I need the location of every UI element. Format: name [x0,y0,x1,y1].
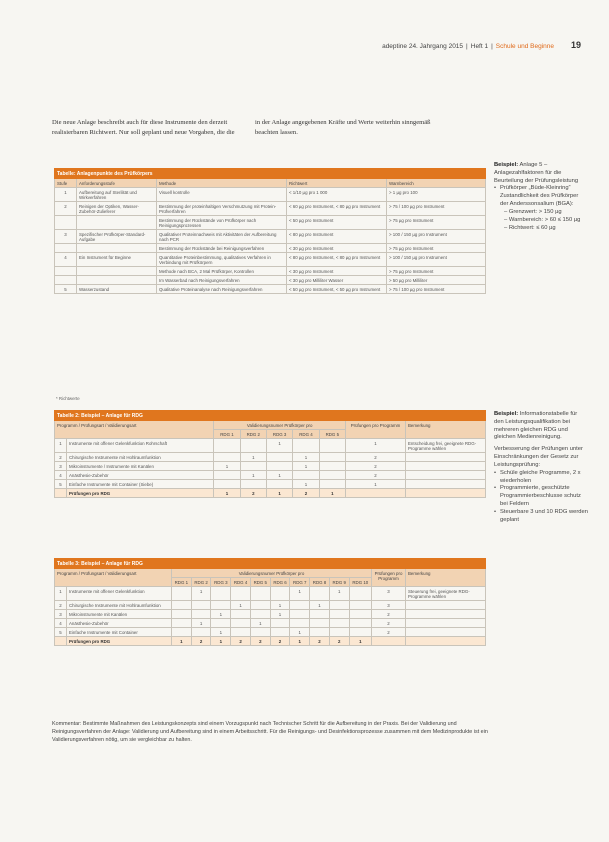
column-header: Programm / Prüfungsart / Validierungsart [55,569,172,587]
cell-total [372,637,406,646]
cell-row-number: 3 [55,462,67,471]
issue-label: Heft 1 [470,43,489,50]
cell-rdg-mark: 1 [293,453,319,462]
cell-total: 3 [372,601,406,610]
cell-sum-value: 2 [250,637,270,646]
cell-rdg-mark: 1 [290,628,310,637]
cell-sum-value: 1 [349,637,371,646]
cell-rdg-mark [319,480,345,489]
cell-rdg-mark [266,462,292,471]
cell-requirement: Wasserzustand [77,285,157,294]
cell-warning-range: > 75 µg pro Instrument [387,267,486,276]
cell-rdg-mark [240,439,266,453]
cell-note [406,471,486,480]
cell-rdg-mark [293,439,319,453]
sidebar-heading: Beispiel: [494,162,519,168]
sidebar-list-item: • Programmierte, geschützte Programmierbeschlusse schutz bei Feldern [494,485,588,508]
cell-rdg-mark [293,471,319,480]
table-row [55,587,486,601]
cell-note [406,601,486,610]
cell-rdg-mark [329,619,349,628]
cell-rdg-mark [240,462,266,471]
cell-rdg-mark: 1 [270,601,290,610]
cell-rdg-mark [329,628,349,637]
cell-level [55,216,77,230]
table-row [55,628,486,637]
cell-rdg-mark [240,480,266,489]
cell-rdg-mark: 1 [266,471,292,480]
cell-rdg-mark [250,610,270,619]
cell-requirement: Aufbereitung auf Sterilität und Wirkverfahren [77,188,157,202]
cell-method: Quantitative Proteinbestimmung, qualitatives Verfahren in Verbindung mit Prüfkörpern [157,253,287,267]
cell-sum-value: 1 [290,637,310,646]
cell-rdg-mark: 1 [191,587,211,601]
cell-note [406,628,486,637]
cell-program-label: Einfache Instrumente mit Container [67,628,172,637]
cell-level: 3 [55,230,77,244]
column-header-rdg: RDG 2 [240,430,266,439]
column-header-rdg: RDG 2 [191,578,211,587]
cell-rdg-mark [310,619,330,628]
cell-level [55,267,77,276]
cell-rdg-mark [319,471,345,480]
cell-rdg-mark [310,610,330,619]
cell-rdg-mark [214,471,240,480]
table-row [55,480,486,489]
column-header-rdg: RDG 10 [349,578,371,587]
column-header: Warnbereich [387,179,486,188]
column-header: Bemerkung [406,421,486,439]
table-row [55,216,486,230]
cell-note [406,610,486,619]
intro-text [52,118,442,137]
cell-rdg-mark [231,619,251,628]
cell-rdg-mark: 1 [211,610,231,619]
cell-method: Bestimmung der Rückstände bei Reinigungsverfahren [157,244,287,253]
cell-level: 1 [55,188,77,202]
cell-rdg-mark: 1 [240,471,266,480]
column-header: Validierungsnumer Prüfkörper pro [214,421,346,430]
column-header: Methode [157,179,287,188]
table-body [55,587,486,646]
cell-sum-label: Prüfungen pro RDG [67,489,214,498]
table-body [55,439,486,498]
cell-level: 5 [55,285,77,294]
cell-program-label: Chirurgische Instrumente mit Hohlraumfunktion [67,453,214,462]
cell-rdg-mark: 1 [214,462,240,471]
cell-row-number: 5 [55,480,67,489]
table-row [55,267,486,276]
cell-level: 2 [55,202,77,216]
cell-rdg-mark [270,628,290,637]
column-header-rdg: RDG 8 [310,578,330,587]
cell-rdg-mark [191,610,211,619]
column-header-rdg: RDG 7 [290,578,310,587]
cell-guide-value: < 30 µg pro Instrument [287,244,387,253]
cell-guide-value: < 1/10 µg pro 1 000 [287,188,387,202]
cell-sum-value: 2 [191,637,211,646]
cell-warning-range: > 100 / 150 µg pro Instrument [387,230,486,244]
cell-warning-range: > 50 µg pro Milliliter [387,276,486,285]
cell-program-label: Anästhesie-Zubehör [67,471,214,480]
cell-program-label: Instrumente mit offener Gelenkfunktion [67,587,172,601]
cell-rdg-mark [349,619,371,628]
cell-sum-value: 2 [293,489,319,498]
cell-warning-range: > 1 µg pro 100 [387,188,486,202]
cell-note [406,637,486,646]
cell-warning-range: > 75 µg pro Instrument [387,244,486,253]
cell-sum-value: 2 [270,637,290,646]
cell-note [406,453,486,462]
column-header-rdg: RDG 4 [231,578,251,587]
cell-rdg-mark: 1 [270,610,290,619]
cell-rdg-mark: 1 [293,480,319,489]
cell-rdg-mark [329,601,349,610]
cell-requirement [77,276,157,285]
cell-total: 2 [372,610,406,619]
table-row [55,285,486,294]
cell-rdg-mark [310,628,330,637]
cell-total [346,489,406,498]
cell-rdg-mark: 1 [191,619,211,628]
cell-guide-value: < 80 µg pro Instrument [287,230,387,244]
cell-total: 2 [346,462,406,471]
cell-rdg-mark [171,587,191,601]
cell-row-number: 2 [55,453,67,462]
cell-rdg-mark [231,610,251,619]
table-row [55,276,486,285]
table-sum-row [55,637,486,646]
cell-row-number: 1 [55,587,67,601]
table-test-levels [54,168,486,294]
table-body [55,188,486,294]
cell-note [406,619,486,628]
cell-rdg-mark: 1 [211,628,231,637]
column-header: Bemerkung [406,569,486,587]
cell-sum-value: 1 [319,489,345,498]
cell-rdg-mark: 1 [240,453,266,462]
cell-rdg-mark [290,610,310,619]
sidebar-text: Anlage 5 – Anlagezahlfaktoren für die Beurteilung der Prüfungsleistung [494,162,579,184]
cell-program-label: Mikroinstrumente / Instrumente mit Kanälen [67,462,214,471]
table-row [55,462,486,471]
sidebar-list-item: • Prüfkörper „Büde-Kleinring“ Zustandlichkeit des Prüfkörper der Anderssonsalium (BGA): [494,185,588,208]
cell-rdg-mark [231,628,251,637]
cell-program-label: Mikroinstrumente mit Kanälen [67,610,172,619]
table-row [55,619,486,628]
footer-paragraph: Kommentar: Bestimmte Maßnahmen des Leistungskonzepts sind einem Vorzugspunkt nach Technischer Schritt für die Aufbereitung in der Praxis. Bei der Validierung und Reinigungsverfahren der Anlage: Validierung und Aufbereitung sind in einem Arbeitsschritt. Für die Reinigungs- und Desinfektionsprozesse zusammen mit dem Medizinprodukte ist ein Validierungsverfahren nötig, um sie vergleichbar zu halten. [52,721,488,743]
cell-requirement: Reinigen der Optiken, Wasser-Zubehör-Zulieferer [77,202,157,216]
cell-sum-value: 2 [231,637,251,646]
sidebar-sub: – Richtwert: ≤ 60 µg [504,224,556,231]
cell-rdg-mark [349,628,371,637]
cell-method: Qualitative Proteinanalyse nach Reinigungsverfahren [157,285,287,294]
sidebar-sub: – Warnbereich: > 60 ≤ 150 µg [504,216,581,223]
sidebar-example-2 [494,411,588,524]
cell-program-label: Chirurgische Instrumente mit Hohlraumfunktion [67,601,172,610]
cell-total: 2 [372,628,406,637]
cell-rdg-mark [266,480,292,489]
cell-rdg-mark [319,439,345,453]
cell-method: Methode nach BCA, 2 Mal Prüfkörper, Kontrollen [157,267,287,276]
journal-name: adeptine 24. Jahrgang 2015 [382,43,464,50]
cell-sum-value: 1 [211,637,231,646]
cell-guide-value: < 30 µg pro Milliliter Wasser [287,276,387,285]
cell-sum-value: 1 [266,489,292,498]
cell-rdg-mark [211,587,231,601]
cell-guide-value: < 50 µg pro Instrument [287,216,387,230]
cell-note: Steuerung frei, geeignete RDG-Programme wählen [406,587,486,601]
page-header: adeptine 24. Jahrgang 2015 | Heft 1 | Schule und Beginne 19 [382,40,581,50]
cell-rdg-mark [319,462,345,471]
column-header-rdg: RDG 6 [270,578,290,587]
cell-rdg-mark [319,453,345,462]
cell-row-number: 1 [55,439,67,453]
table-footnote: * Richtwerte [56,396,80,401]
column-header: Stufe [55,179,77,188]
cell-row-number: 3 [55,610,67,619]
cell-method: Bestimmung der Rückstände von Prüfkörper nach Reinigungsprozessen [157,216,287,230]
cell-rdg-mark [214,480,240,489]
column-header-rdg: RDG 5 [250,578,270,587]
cell-rdg-mark [171,610,191,619]
cell-rdg-mark [191,628,211,637]
column-header-rdg: RDG 3 [211,578,231,587]
column-header: Programm / Prüfungsart / Validierungsart [55,421,214,439]
cell-note: Entscheidung frei, geeignete RDG-Programme wählen [406,439,486,453]
table-row [55,188,486,202]
cell-rdg-mark [250,628,270,637]
sidebar-heading: Beispiel: [494,411,519,417]
cell-rdg-mark [214,439,240,453]
column-header: Prüfungen pro Programm [372,569,406,587]
table-row [55,471,486,480]
cell-sum-value: 2 [310,637,330,646]
cell-total: 2 [372,619,406,628]
cell-level [55,276,77,285]
table-row [55,230,486,244]
column-header: Anforderungsstufe [77,179,157,188]
column-header: Validierungsnumer Prüfkörper pro [171,569,371,578]
cell-method: Im Wasserbad nach Reinigungsverfahren [157,276,287,285]
cell-rdg-mark [270,619,290,628]
table-title: Tabelle 2: Beispiel – Anlage für RDG [55,411,486,421]
cell-rdg-mark [349,587,371,601]
sidebar-example-1 [494,162,588,232]
cell-warning-range: > 100 / 150 µg pro Instrument [387,253,486,267]
cell-rdg-mark [310,587,330,601]
cell-warning-range: > 75 µg pro Instrument [387,216,486,230]
table-row [55,253,486,267]
cell-rdg-mark: 1 [293,462,319,471]
cell-sum-value: 1 [171,637,191,646]
cell-row-number: 5 [55,628,67,637]
cell-total: 1 [346,480,406,489]
cell-rdg-mark [211,601,231,610]
cell-rdg-mark [231,587,251,601]
cell-method: Bestimmung der proteinhaltigen Verschmutzung mit Protein-Prüfverfahren [157,202,287,216]
sidebar-list-item: • Steuerbare 3 und 10 RDG werden geplant [494,509,588,525]
sidebar-list-item: • Schüle gleiche Programme, 2 x wiederholen [494,470,588,486]
cell-rdg-mark [270,587,290,601]
cell-rdg-mark [349,610,371,619]
cell-program-label: Einfache Instrumente mit Container (Siebe) [67,480,214,489]
column-header: Richtwert [287,179,387,188]
intro-col2: neue Vorgaben, die die in der Anlage angegebenen Kräfte und Werte weiterhin sinngemäß beachten lassen. [174,119,431,136]
column-header-rdg: RDG 1 [171,578,191,587]
cell-rdg-mark [211,619,231,628]
sidebar-para: Verbesserung der Prüfungen unter Einschränkungen der Gesetz zur Leistungsprüfung: [494,446,583,468]
cell-total: 3 [372,587,406,601]
section-label: Schule und Beginne [495,43,554,50]
cell-row-number [55,637,67,646]
page-number: 19 [570,40,581,50]
cell-total: 1 [346,439,406,453]
cell-row-number: 4 [55,471,67,480]
cell-guide-value: < 80 µg pro Instrument, < 80 µg pro Instrument [287,253,387,267]
table-row [55,453,486,462]
cell-sum-label: Prüfungen pro RDG [67,637,172,646]
cell-note [406,462,486,471]
cell-rdg-mark [171,601,191,610]
table-title: Tabelle: Anlagenpunkte des Prüfkörpers [55,169,486,179]
cell-method: Qualitativer Proteinnachweis mit Aktivitäten der Aufbereitung nach PCR [157,230,287,244]
cell-guide-value: < 60 µg pro Instrument, < 80 µg pro Instrument [287,202,387,216]
table-title: Tabelle 3: Beispiel – Anlage für RDG [55,559,486,569]
sidebar-text: Informationstabelle für den Leistungsqualifikation bei mehreren gleichen RDG und gleichen Medienreinigung. [494,411,578,441]
cell-total: 2 [346,453,406,462]
cell-warning-range: > 75 / 100 µg pro Instrument [387,202,486,216]
cell-rdg-mark [171,619,191,628]
cell-requirement [77,216,157,230]
cell-rdg-mark: 1 [250,619,270,628]
column-header: Prüfungen pro Programm [346,421,406,439]
cell-total: 2 [346,471,406,480]
cell-rdg-mark [290,601,310,610]
cell-warning-range: > 75 / 100 µg pro Instrument [387,285,486,294]
cell-program-label: Instrumente mit offener Gelenkfunktion Rohrschaft [67,439,214,453]
cell-requirement [77,267,157,276]
cell-row-number: 4 [55,619,67,628]
cell-rdg-mark [250,601,270,610]
column-header-rdg: RDG 5 [319,430,345,439]
cell-requirement: Spezifischer Prüfkörper-Standard-Aufgabe [77,230,157,244]
cell-rdg-mark [329,610,349,619]
cell-note [406,489,486,498]
cell-rdg-mark: 1 [329,587,349,601]
column-header-rdg: RDG 1 [214,430,240,439]
table-rdg-example-10 [54,558,486,646]
cell-rdg-mark [266,453,292,462]
table-row [55,244,486,253]
cell-row-number [55,489,67,498]
cell-rdg-mark [250,587,270,601]
column-header-rdg: RDG 4 [293,430,319,439]
cell-sum-value: 1 [214,489,240,498]
cell-rdg-mark [349,601,371,610]
cell-rdg-mark: 1 [266,439,292,453]
cell-guide-value: < 30 µg pro Instrument [287,267,387,276]
cell-method: Visuell kontrolle [157,188,287,202]
cell-level [55,244,77,253]
cell-rdg-mark [290,619,310,628]
cell-requirement: Ein Instrument für Beginne [77,253,157,267]
table-row [55,610,486,619]
sidebar-sub: – Grenzwert: > 150 µg [504,208,562,215]
column-header-rdg: RDG 3 [266,430,292,439]
table-row [55,439,486,453]
cell-rdg-mark [214,453,240,462]
table-row [55,202,486,216]
cell-program-label: Anästhesie-Zubehör [67,619,172,628]
table-row [55,601,486,610]
table-sum-row [55,489,486,498]
cell-requirement [77,244,157,253]
cell-rdg-mark [191,601,211,610]
cell-sum-value: 2 [329,637,349,646]
cell-rdg-mark: 1 [290,587,310,601]
table-rdg-example-5 [54,410,486,498]
cell-sum-value: 2 [240,489,266,498]
cell-rdg-mark: 1 [310,601,330,610]
cell-row-number: 2 [55,601,67,610]
cell-note [406,480,486,489]
cell-rdg-mark [171,628,191,637]
cell-guide-value: < 50 µg pro Instrument, < 50 µg pro Instrument [287,285,387,294]
column-header-rdg: RDG 9 [329,578,349,587]
cell-level: 4 [55,253,77,267]
intro-col1: Die neue Anlage beschreibt auch für diese Instrumente den derzeit realisierbaren Richtwert. Nur soll geplant und [52,119,228,136]
cell-rdg-mark: 1 [231,601,251,610]
